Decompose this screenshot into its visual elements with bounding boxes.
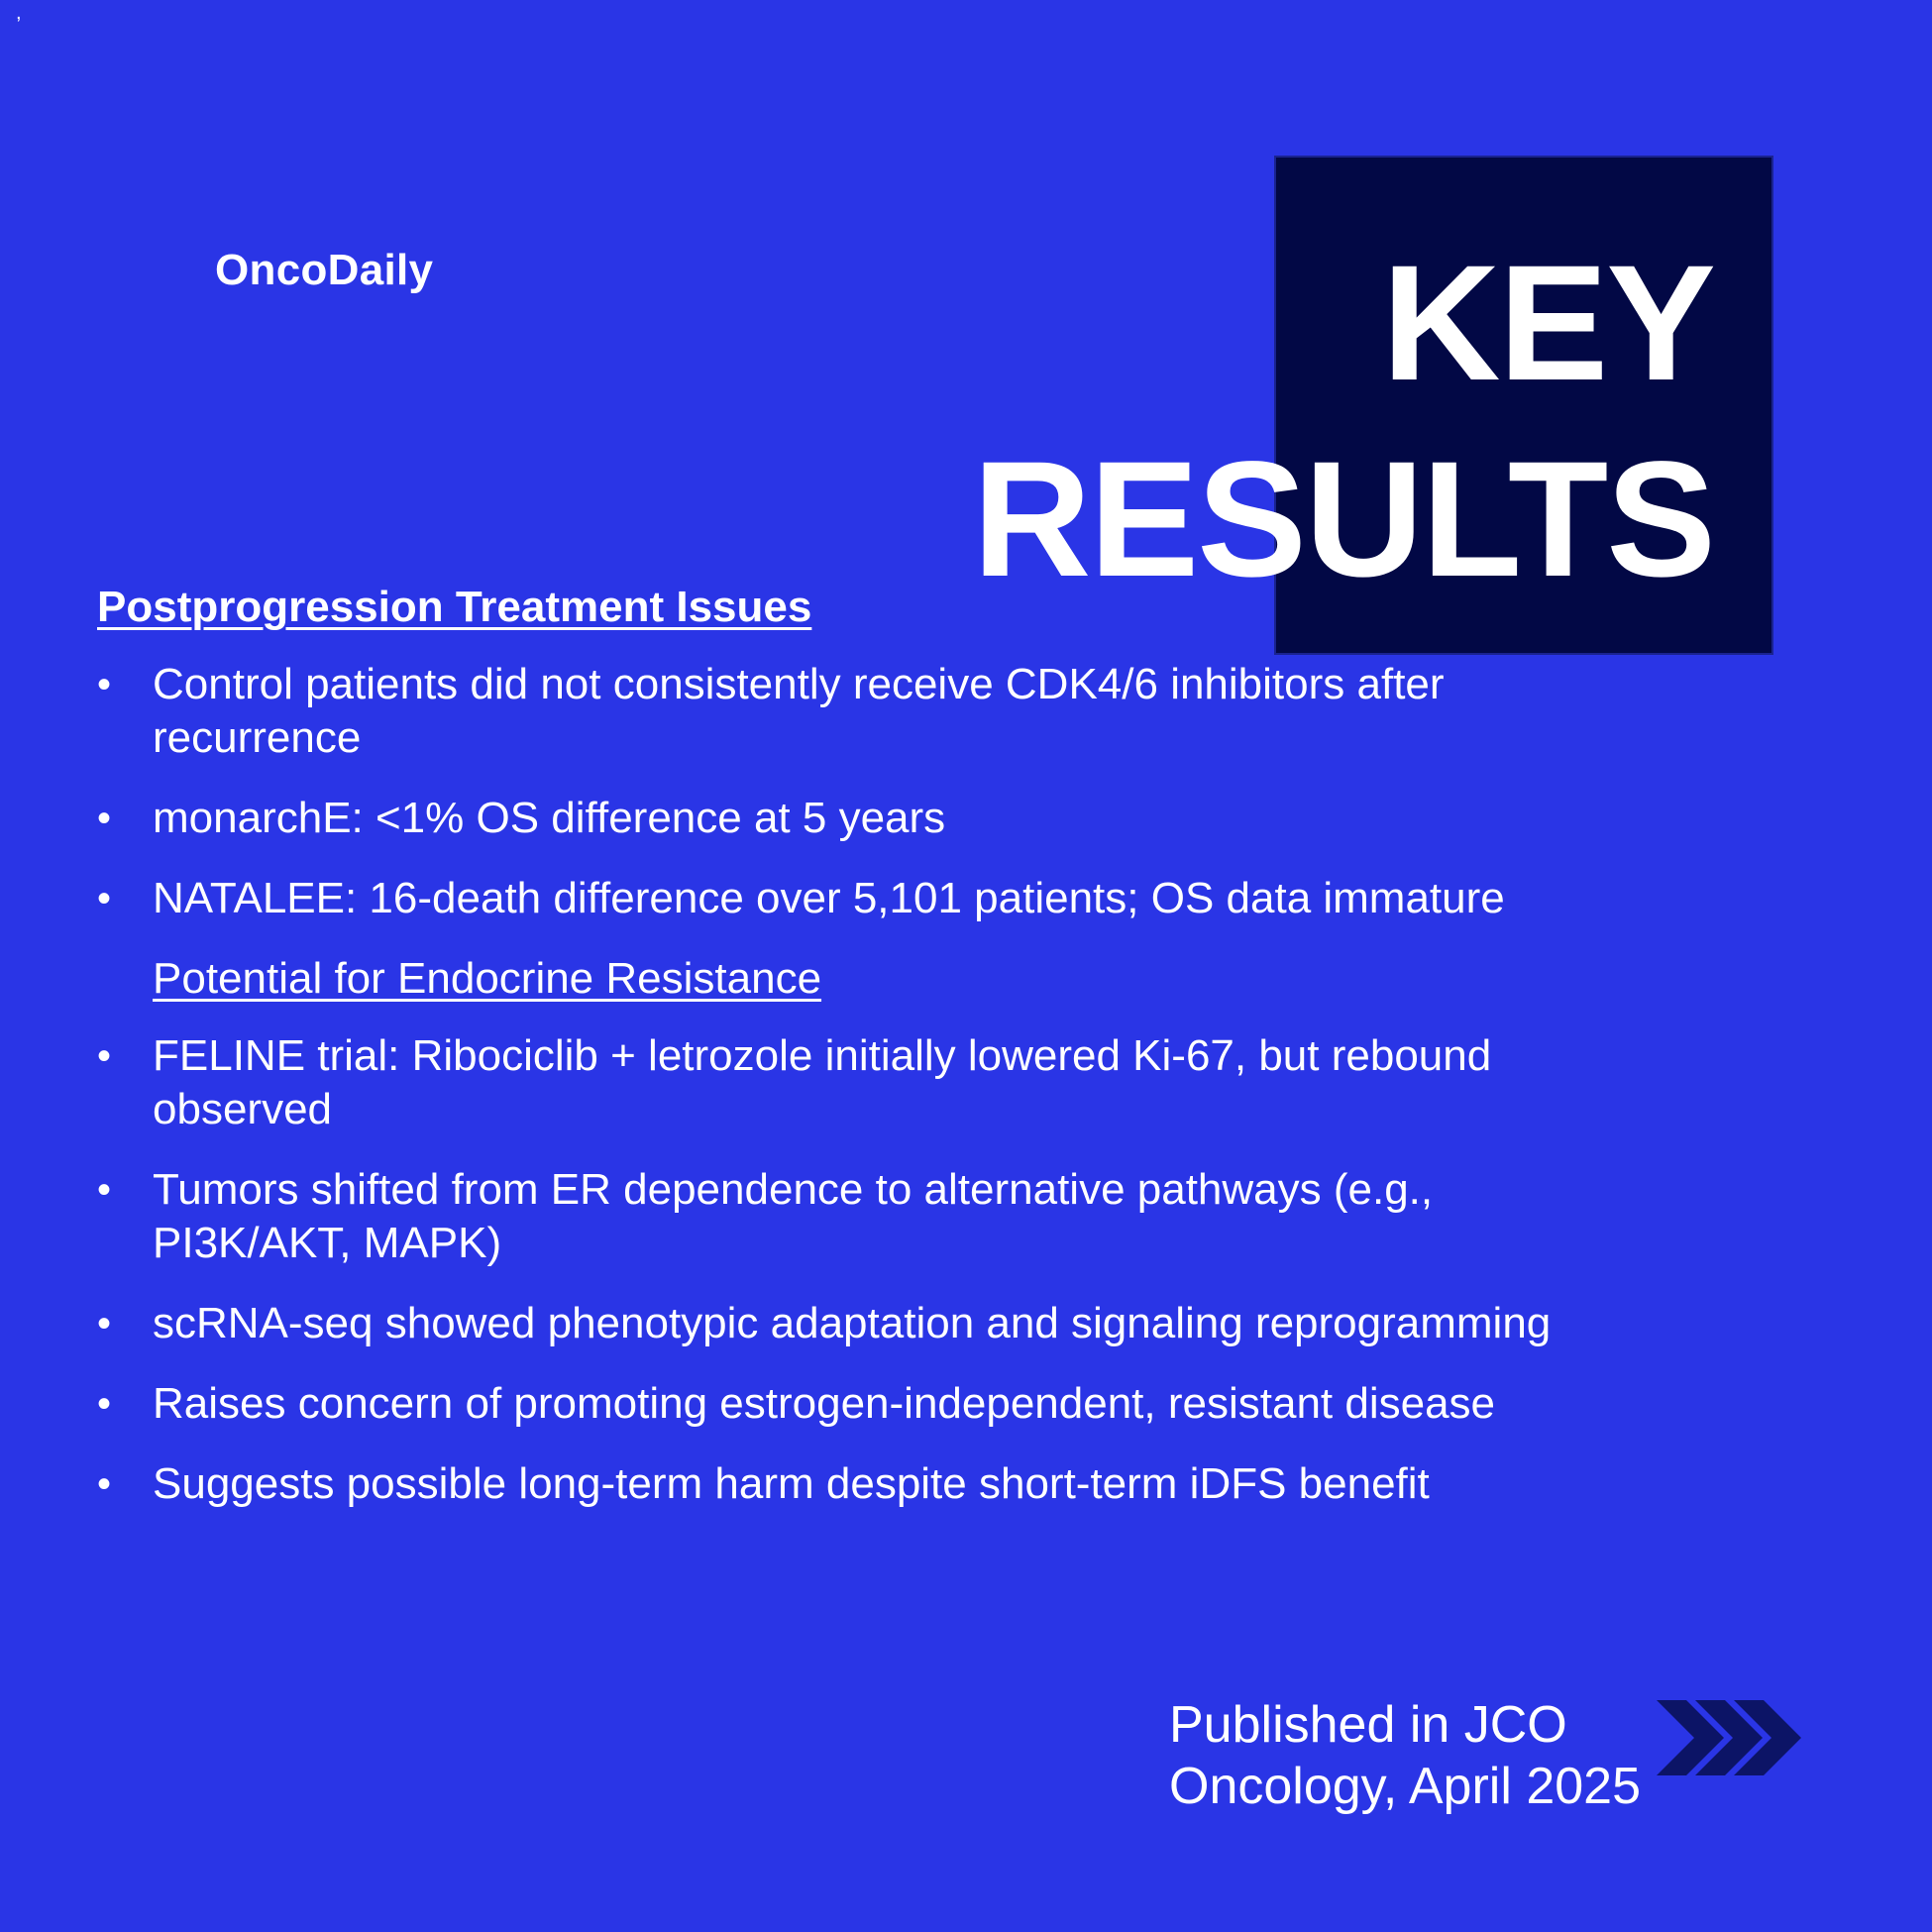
list-item: • FELINE trial: Ribociclib + letrozole initially lowered Ki-67, but rebound observed (97, 1029, 1583, 1136)
list-item: • Raises concern of promoting estrogen-independent, resistant disease (97, 1377, 1583, 1431)
postprogression-bullet-list (97, 658, 1583, 925)
section-heading-postprogression: Postprogression Treatment Issues (97, 583, 812, 631)
list-item: • monarchE: <1% OS difference at 5 years (97, 792, 1583, 845)
list-item: • Control patients did not consistently receive CDK4/6 inhibitors after recurrence (97, 658, 1583, 765)
triple-chevron-right-icon[interactable] (1657, 1700, 1801, 1775)
endocrine-resistance-bullet-list (97, 1029, 1583, 1511)
publication-note-line-2: Oncology, April 2025 (1169, 1758, 1641, 1815)
corner-mark: , (16, 2, 22, 24)
title-line-2: RESULTS (972, 428, 1714, 611)
section-heading-endocrine-resistance: Potential for Endocrine Resistance (153, 954, 822, 1003)
list-item: • Tumors shifted from ER dependence to alternative pathways (e.g., PI3K/AKT, MAPK) (97, 1163, 1583, 1270)
brand-logo-text: OncoDaily (215, 246, 434, 294)
publication-note (1169, 1694, 1641, 1817)
title-line-1: KEY (1381, 232, 1714, 415)
list-item: • scRNA-seq showed phenotypic adaptation and signaling reprogramming (97, 1297, 1583, 1350)
key-results-content (97, 581, 1583, 1538)
publication-note-line-1: Published in JCO (1169, 1696, 1567, 1754)
list-item: • NATALEE: 16-death difference over 5,101 patients; OS data immature (97, 872, 1583, 925)
list-item: • Suggests possible long-term harm despite short-term iDFS benefit (97, 1457, 1583, 1511)
page-title (973, 226, 1714, 618)
